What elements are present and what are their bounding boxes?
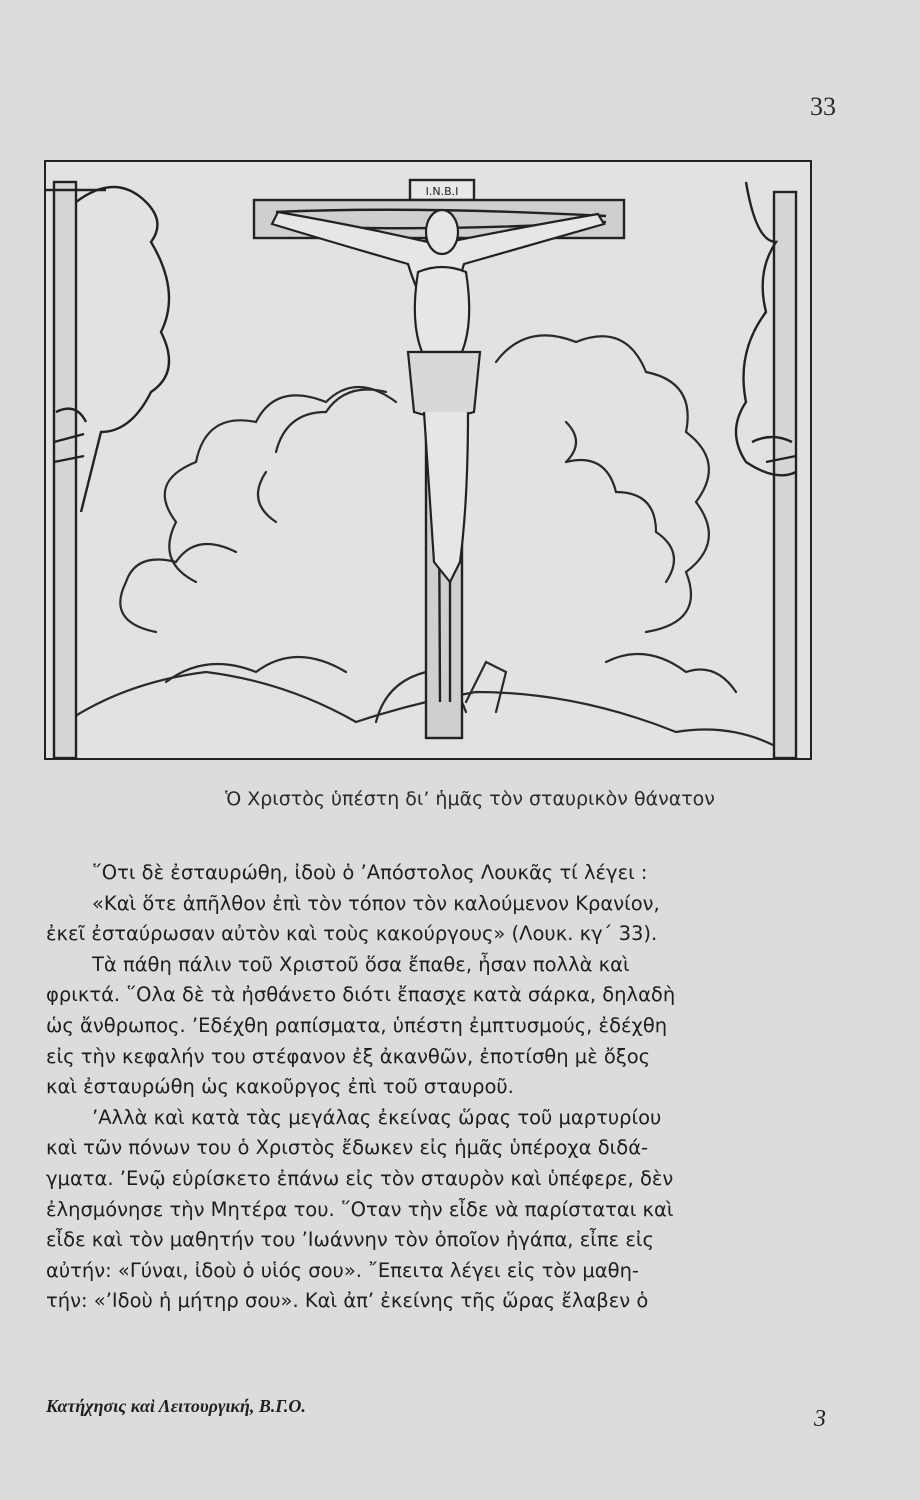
text-line: ’Αλλὰ καὶ κατὰ τὰς μεγάλας ἐκείνας ὥρας τοῦ μαρτυρίου [92,1105,662,1129]
crucifixion-drawing [46,162,810,758]
body-text [46,858,836,1317]
text-line: καὶ ἐσταυρώθη ὡς κακοῦργος ἐπὶ τοῦ σταυροῦ. [46,1075,514,1099]
torso [415,267,469,352]
text-line: φρικτά. ῞Ολα δὲ τὰ ἠσθάνετο διότι ἔπασχε κατὰ σάρκα, δηλαδὴ [46,983,676,1007]
cloud-left-2 [120,544,236,632]
crucifixion-illustration [44,160,812,760]
left-cross [46,182,169,758]
text-line: τήν: «’Ιδοὺ ἡ μήτηρ σου». Καὶ ἀπ’ ἐκείνης τῆς ὥρας ἔλαβεν ὁ [46,1289,649,1313]
text-line: «Καὶ ὅτε ἀπῆλθον ἐπὶ τὸν τόπον τὸν καλούμενον Κρανίον, [92,891,660,915]
text-line: γματα. ’Ενῷ εὑρίσκετο ἐπάνω εἰς τὸν σταυρὸν καὶ ὑπέφερε, δὲν [46,1166,674,1190]
loincloth [408,352,480,417]
text-line: εἶδε καὶ τὸν μαθητήν του ’Ιωάννην τὸν ὁποῖον ἠγάπα, εἶπε εἰς [46,1228,654,1252]
page-number: 33 [810,92,836,121]
text-line: ἐκεῖ ἐσταύρωσαν αὐτὸν καὶ τοὺς κακούργους» (Λουκ. κγ΄ 33). [46,922,658,946]
text-line: καὶ τῶν πόνων του ὁ Χριστὸς ἔδωκεν εἰς ἡμᾶς ὑπέροχα διδά- [46,1136,649,1160]
head [426,210,458,254]
cloud-left [165,387,396,582]
text-line: ὡς ἄνθρωπος. ’Εδέχθη ραπίσματα, ὑπέστη ἐμπτυσμούς, ἐδέχθη [46,1013,668,1037]
right-cross [736,182,796,758]
left-figure [76,187,169,512]
cloud-right-2 [566,460,674,582]
text-line: ῞Οτι δὲ ἐσταυρώθη, ἰδοὺ ὁ ’Απόστολος Λουκᾶς τί λέγει : [92,861,648,884]
text-line: Τὰ πάθη πάλιν τοῦ Χριστοῦ ὅσα ἔπαθε, ἦσαν πολλὰ καὶ [92,952,630,976]
christ-figure [272,210,604,582]
footer-book-title: Κατήχησις καὶ Λειτουργική, Β.Γ.Ο. [46,1396,306,1416]
figure-caption: Ὁ Χριστὸς ὑπέστη δι’ ἡμᾶς τὸν σταυρικὸν θάνατον [225,788,715,810]
cross-inscription: I.N.B.I [425,185,459,198]
footer-signature-mark: 3 [814,1406,826,1432]
text-line: εἰς τὴν κεφαλήν του στέφανον ἐξ ἀκανθῶν, ἐποτίσθη μὲ ὄξος [46,1044,651,1068]
text-line: ἐλησμόνησε τὴν Μητέρα του. ῞Οταν τὴν εἶδε νὰ παρίσταται καὶ [46,1197,674,1221]
text-line: αὐτήν: «Γύναι, ἰδοὺ ὁ υἱός σου». ῎Επειτα λέγει εἰς τὸν μαθη- [46,1258,639,1282]
cloud-right [496,335,709,632]
